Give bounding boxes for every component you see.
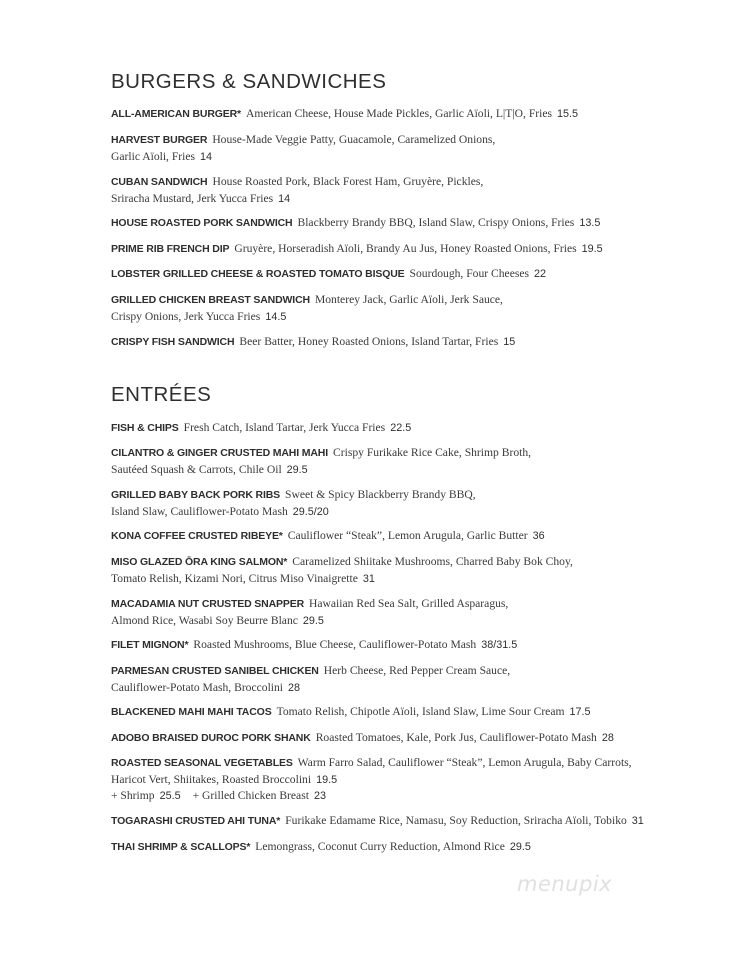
item-price: 29.5 [509,841,531,853]
menu-item [111,266,731,282]
item-desc: Roasted Tomatoes, Kale, Pork Jus, Cauliflower-Potato Mash [315,731,597,744]
item-desc: Furikake Edamame Rice, Namasu, Soy Reduction, Sriracha Aïoli, Tobiko [285,814,627,827]
item-desc: Roasted Mushrooms, Blue Cheese, Cauliflower-Potato Mash [193,638,477,651]
item-desc: Warm Farro Salad, Cauliflower “Steak”, Lemon Arugula, Baby Carrots, [297,756,632,769]
menu-item [111,528,731,544]
item-name: GRILLED CHICKEN BREAST SANDWICH [111,294,310,306]
menu-item [111,637,731,653]
item-name: ALL-AMERICAN BURGER* [111,108,241,120]
item-desc: Blackberry Brandy BBQ, Island Slaw, Crispy Onions, Fries [297,216,575,229]
menu-item [111,554,731,587]
item-desc: American Cheese, House Made Pickles, Garlic Aïoli, L|T|O, Fries [246,107,553,120]
item-desc: Sourdough, Four Cheeses [409,267,530,280]
item-desc: Sweet & Spicy Blackberry Brandy BBQ, [285,488,476,501]
item-name: CUBAN SANDWICH [111,176,208,188]
menu-item [111,596,731,629]
item-price: 31 [362,572,375,585]
item-desc: Island Slaw, Cauliflower-Potato Mash [111,504,288,518]
item-price: 29.5 [286,463,308,476]
item-name: HARVEST BURGER [111,134,208,146]
item-desc: Lemongrass, Coconut Curry Reduction, Almond Rice [255,840,505,853]
item-name: THAI SHRIMP & SCALLOPS* [111,841,251,853]
item-price: 14 [200,150,213,163]
menu-item [111,704,731,720]
menu-item [111,334,731,350]
item-desc: Beer Batter, Honey Roasted Onions, Island Tartar, Fries [239,335,499,348]
item-price: 28 [601,732,614,744]
item-name: ROASTED SEASONAL VEGETABLES [111,757,293,769]
item-price: 15 [503,336,516,348]
item-name: ADOBO BRAISED DUROC PORK SHANK [111,732,311,744]
item-desc: Haricot Vert, Shiitakes, Roasted Broccolini [111,772,312,786]
item-desc: Crispy Onions, Jerk Yucca Fries [111,309,261,323]
item-price: 22 [534,268,547,280]
item-desc: Gruyère, Horseradish Aïoli, Brandy Au Jus, Honey Roasted Onions, Fries [234,242,577,255]
menu-item [111,755,731,804]
item-price: 38/31.5 [481,639,518,651]
item-name: MACADAMIA NUT CRUSTED SNAPPER [111,598,305,610]
item-price: 14.5 [265,310,287,323]
item-name: GRILLED BABY BACK PORK RIBS [111,489,281,501]
menu-item [111,132,731,165]
item-desc: Tomato Relish, Chipotle Aïoli, Island Slaw, Lime Sour Cream [276,705,565,718]
item-price: 14 [278,192,291,205]
addon-label: + Grilled Chicken Breast [192,789,309,802]
item-desc: Monterey Jack, Garlic Aïoli, Jerk Sauce, [314,293,503,306]
menu-item [111,420,731,436]
menu-item [111,445,731,478]
item-price: 17.5 [569,706,591,718]
item-desc: Cauliflower “Steak”, Lemon Arugula, Garlic Butter [287,529,528,542]
item-price: 19.5 [581,243,603,255]
menu-item [111,813,731,829]
item-name: PARMESAN CRUSTED SANIBEL CHICKEN [111,665,319,677]
item-price: 31 [631,815,644,827]
addon-price: 25.5 [159,790,181,802]
item-desc: House Roasted Pork, Black Forest Ham, Gruyère, Pickles, [212,175,484,188]
item-price: 28 [288,681,301,694]
item-name: KONA COFFEE CRUSTED RIBEYE* [111,530,283,542]
item-name: FISH & CHIPS [111,422,179,434]
section-title-entrees: ENTRÉES [111,383,212,406]
menu-item [111,730,731,746]
item-desc: Sriracha Mustard, Jerk Yucca Fries [111,191,274,205]
item-price: 19.5 [316,773,338,786]
item-price: 29.5/20 [292,505,329,518]
item-desc: House-Made Veggie Patty, Guacamole, Caramelized Onions, [212,133,496,146]
item-desc: Crispy Furikake Rice Cake, Shrimp Broth, [333,446,532,459]
item-price: 13.5 [579,217,601,229]
menu-item [111,215,731,231]
item-desc: Hawaiian Red Sea Salt, Grilled Asparagus, [309,597,509,610]
item-desc: Cauliflower-Potato Mash, Broccolini [111,680,284,694]
item-name: BLACKENED MAHI MAHI TACOS [111,706,272,718]
menu-item [111,839,731,855]
item-name: LOBSTER GRILLED CHEESE & ROASTED TOMATO BISQUE [111,268,405,280]
item-name: CRISPY FISH SANDWICH [111,336,235,348]
addon-label: + Shrimp [111,789,155,802]
menu-item [111,174,731,207]
item-desc: Herb Cheese, Red Pepper Cream Sauce, [323,664,511,677]
item-name: TOGARASHI CRUSTED AHI TUNA* [111,815,281,827]
section-title-burgers: BURGERS & SANDWICHES [111,70,387,93]
item-name: PRIME RIB FRENCH DIP [111,243,230,255]
item-desc: Almond Rice, Wasabi Soy Beurre Blanc [111,613,298,627]
item-desc: Garlic Aïoli, Fries [111,149,196,163]
menu-item [111,241,731,257]
item-desc: Caramelized Shiitake Mushrooms, Charred Baby Bok Choy, [292,555,573,568]
item-name: CILANTRO & GINGER CRUSTED MAHI MAHI [111,447,328,459]
item-desc: Tomato Relish, Kizami Nori, Citrus Miso Vinaigrette [111,571,358,585]
item-price: 15.5 [557,108,579,120]
item-name: MISO GLAZED ŌRA KING SALMON* [111,556,288,568]
menu-item [111,663,731,696]
item-name: HOUSE ROASTED PORK SANDWICH [111,217,293,229]
item-desc: Sautéed Squash & Carrots, Chile Oil [111,462,282,476]
item-name: FILET MIGNON* [111,639,189,651]
menu-item [111,487,731,520]
menupix-watermark: menupix [517,872,613,896]
menu-item [111,106,731,122]
addon-price: 23 [313,790,326,802]
menu-item [111,292,731,325]
item-desc: Fresh Catch, Island Tartar, Jerk Yucca Fries [183,421,386,434]
item-price: 22.5 [390,422,412,434]
item-price: 36 [532,530,545,542]
item-price: 29.5 [302,614,324,627]
